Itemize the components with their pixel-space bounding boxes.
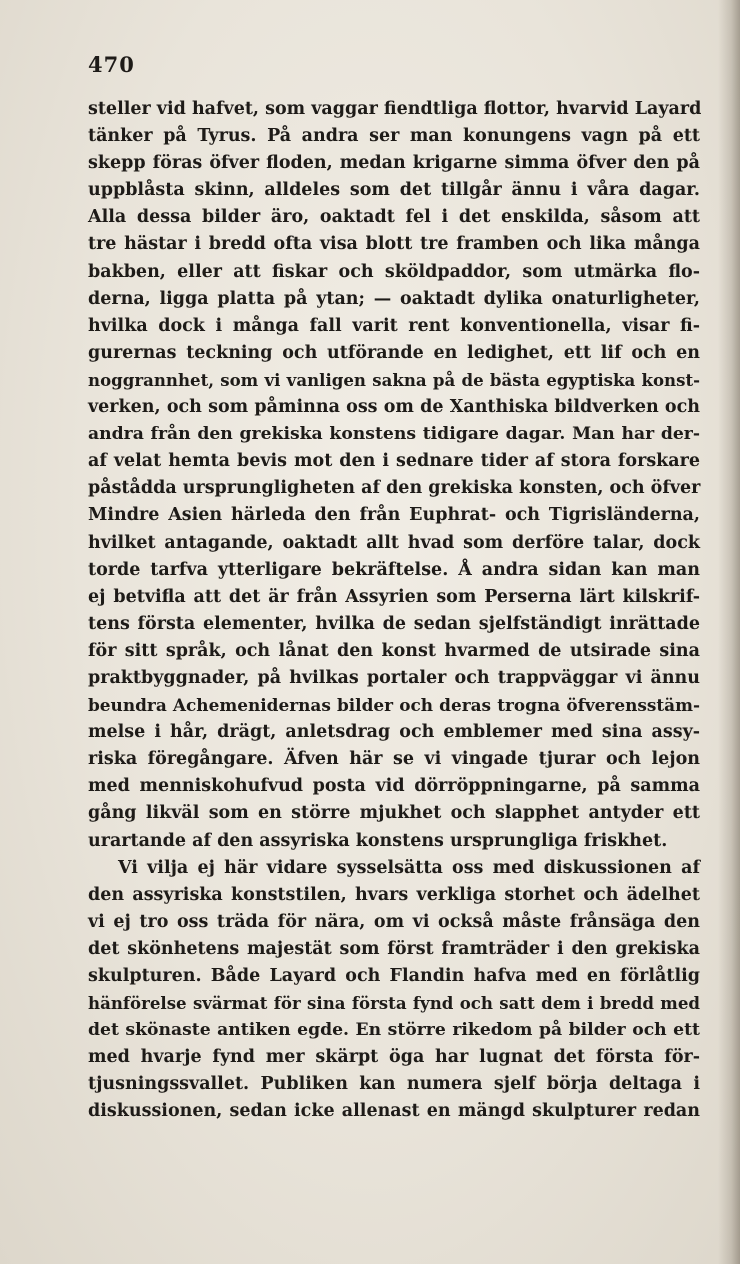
text-line: gurernas teckning och utförande en ledighet, ett lif och en: [88, 342, 700, 363]
text-line: urartande af den assyriska konstens ursprungliga friskhet.: [88, 830, 668, 851]
text-line: skulpturen. Både Layard och Flandin hafva med en förlåtlig: [88, 966, 700, 986]
text-line: den assyriska konststilen, hvars verkliga storhet och ädelhet: [88, 884, 700, 905]
text-line: vi ej tro oss träda för nära, om vi också måste frånsäga den: [88, 911, 700, 932]
text-line: tjusningssvallet. Publiken kan numera sjelf börja deltaga i: [88, 1074, 700, 1095]
text-line: hvilket antagande, oaktadt allt hvad som derföre talar, dock: [88, 532, 700, 553]
text-line: påstådda ursprungligheten af den grekiska konsten, och öfver: [88, 478, 701, 499]
text-line: Alla dessa bilder äro, oaktadt fel i det enskilda, såsom att: [88, 207, 700, 228]
text-line: diskussionen, sedan icke allenast en mängd skulpturer redan: [88, 1101, 700, 1122]
text-line: tänker på Tyrus. På andra ser man konungens vagn på ett: [88, 126, 700, 147]
text-line: det skönhetens majestät som först framträder i den grekiska: [88, 938, 700, 959]
text-line: Vi vilja ej här vidare sysselsätta oss med diskussionen af: [118, 857, 700, 878]
text-line: gång likväl som en större mjukhet och slapphet antyder ett: [88, 803, 700, 824]
text-line: tre hästar i bredd ofta visa blott tre framben och lika många: [88, 234, 700, 255]
text-line: hänförelse svärmat för sina första fynd och satt dem i bredd med: [88, 993, 700, 1014]
body-text: [88, 96, 700, 1126]
text-line: verken, och som påminna oss om de Xanthiska bildverken och: [88, 397, 700, 418]
text-line: det skönaste antiken egde. En större rikedom på bilder och ett: [88, 1020, 700, 1041]
text-line: noggrannhet, som vi vanligen sakna på de bästa egyptiska konst-: [88, 369, 700, 390]
text-line: praktbyggnader, på hvilkas portaler och trappväggar vi ännu: [88, 667, 700, 688]
text-line: för sitt språk, och lånat den konst hvarmed de utsirade sina: [88, 640, 700, 661]
text-line: derna, ligga platta på ytan; — oaktadt dylika onaturligheter,: [88, 288, 700, 309]
text-line: uppblåsta skinn, alldeles som det tillgår ännu i våra dagar.: [88, 180, 700, 201]
text-line: steller vid hafvet, som vaggar fiendtliga flottor, hvarvid Layard: [88, 99, 702, 119]
text-line: ej betvifla att det är från Assyrien som Perserna lärt kilskrif-: [88, 586, 700, 607]
text-line: tens första elementer, hvilka de sedan sjelfständigt inrättade: [88, 613, 700, 634]
text-line: melse i hår, drägt, anletsdrag och emblemer med sina assy-: [88, 722, 700, 743]
page-edge-shadow: [718, 0, 740, 1264]
text-line: riska föregångare. Äfven här se vi vingade tjurar och lejon: [88, 749, 700, 770]
text-line: med hvarje fynd mer skärpt öga har lugnat det första för-: [88, 1047, 700, 1068]
text-line: torde tarfva ytterligare bekräftelse. Å andra sidan kan man: [88, 559, 700, 580]
text-line: bakben, eller att fiskar och sköldpaddor, som utmärka flo-: [88, 261, 700, 282]
text-line: skepp föras öfver floden, medan krigarne simma öfver den på: [88, 153, 700, 174]
text-line: andra från den grekiska konstens tidigare dagar. Man har der-: [88, 424, 700, 445]
text-line: beundra Achemenidernas bilder och deras trogna öfverensstäm-: [88, 695, 700, 716]
page-number: 470: [88, 52, 135, 77]
text-line: Mindre Asien härleda den från Euphrat- och Tigrisländerna,: [88, 505, 700, 526]
text-line: af velat hemta bevis mot den i sednare tider af stora forskare: [88, 451, 700, 472]
text-line: med menniskohufvud posta vid dörröppningarne, på samma: [88, 776, 700, 797]
text-line: hvilka dock i många fall varit rent konventionella, visar fi-: [88, 315, 700, 336]
